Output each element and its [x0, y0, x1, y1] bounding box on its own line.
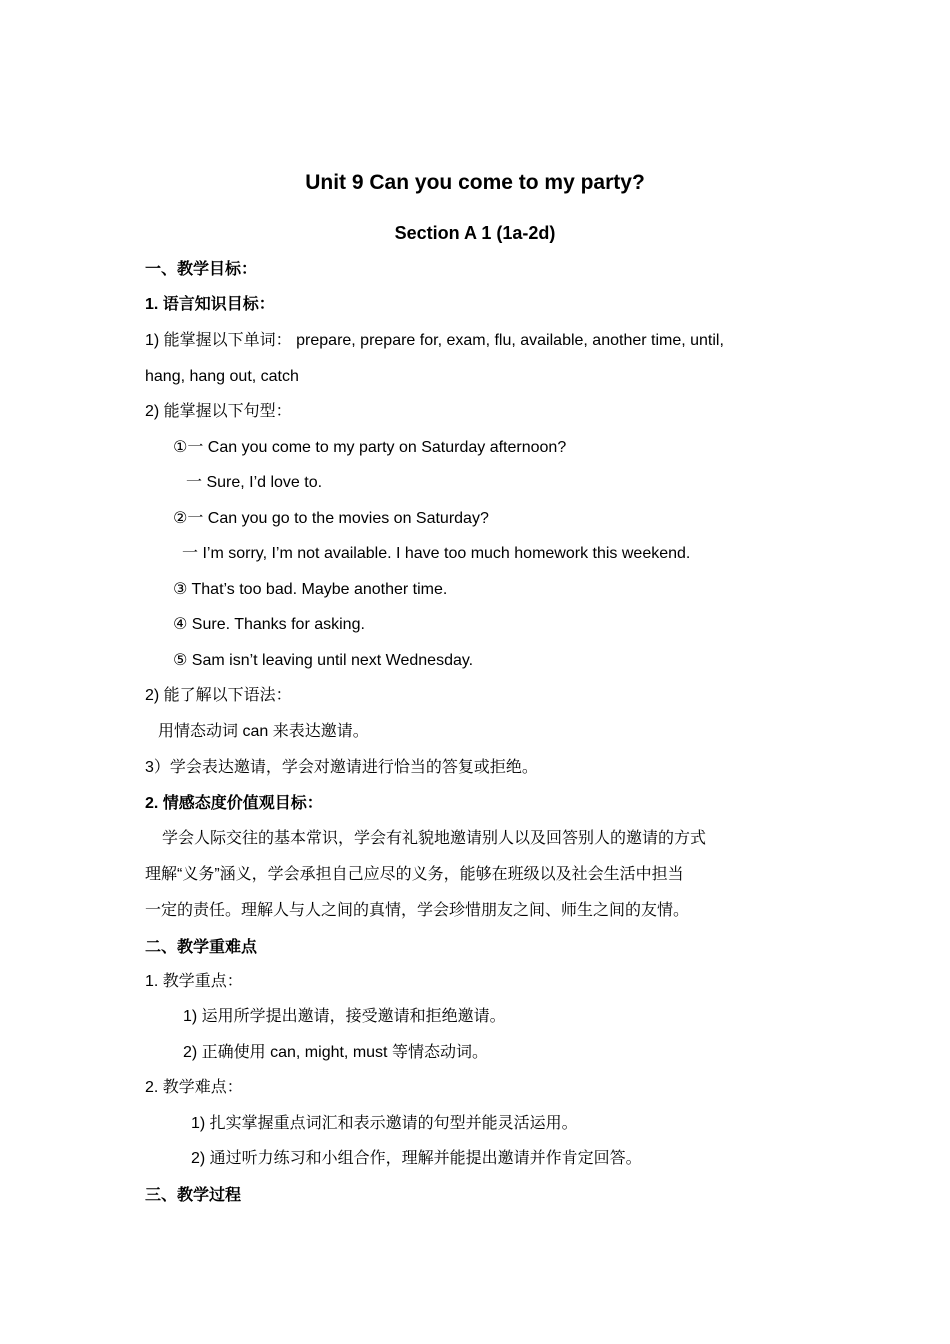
vocab-words-cont: hang, hang out, catch [145, 368, 299, 385]
vocab-words: prepare, prepare for, exam, flu, available, another time, until, [296, 332, 724, 349]
sentence-item: ①一 Can you come to my party on Saturday afternoon? [173, 439, 567, 456]
subheading-emotion-values: 2. 情感态度价值观目标： [145, 795, 323, 812]
grammar-label: 2) 能了解以下语法： [145, 687, 292, 704]
sentence-item: ⑤ Sam isn’t leaving until next Wednesday. [173, 652, 474, 669]
difficult-point-item: 1) 扎实掌握重点词汇和表示邀请的句型并能灵活运用。 [191, 1115, 578, 1132]
vocab-line [145, 330, 724, 352]
page-subtitle: Section A 1 (1a-2d) [394, 223, 556, 243]
key-points-label: 1. 教学重点： [145, 973, 243, 990]
sentence-item: 一 I’m sorry, I’m not available. I have too much homework this weekend. [182, 545, 691, 562]
emotion-paragraph-line: 一定的责任。理解人与人之间的真情，学会珍惜朋友之间、师生之间的友情。 [145, 902, 690, 919]
difficult-points-label: 2. 教学难点： [145, 1079, 243, 1096]
emotion-paragraph-line: 学会人际交往的基本常识，学会有礼貌地邀请别人以及回答别人的邀请的方式 [162, 830, 707, 847]
skill-text: 3）学会表达邀请，学会对邀请进行恰当的答复或拒绝。 [145, 759, 538, 776]
section-heading-process: 三、教学过程 [145, 1187, 242, 1204]
section-heading-key-difficult: 二、教学重难点 [145, 939, 258, 956]
sentence-item: ②一 Can you go to the movies on Saturday? [173, 510, 489, 527]
page-title: Unit 9 Can you come to my party? [305, 171, 645, 194]
difficult-point-item: 2) 通过听力练习和小组合作，理解并能提出邀请并作肯定回答。 [191, 1150, 642, 1167]
key-point-item: 1) 运用所学提出邀请，接受邀请和拒绝邀请。 [183, 1008, 506, 1025]
subheading-language-knowledge: 1. 语言知识目标： [145, 296, 275, 313]
grammar-text: 用情态动词 can 来表达邀请。 [158, 723, 369, 740]
vocab-label: 1) 能掌握以下单词： [145, 332, 292, 349]
sentence-label: 2) 能掌握以下句型： [145, 403, 292, 420]
sentence-item: ③ That’s too bad. Maybe another time. [173, 581, 448, 598]
sentence-item: 一 Sure, I’d love to. [186, 474, 323, 491]
emotion-paragraph-line: 理解“义务”涵义，学会承担自己应尽的义务，能够在班级以及社会生活中担当 [145, 866, 684, 883]
section-heading-objectives: 一、教学目标： [145, 261, 258, 278]
key-point-item: 2) 正确使用 can, might, must 等情态动词。 [183, 1044, 488, 1061]
sentence-item: ④ Sure. Thanks for asking. [173, 616, 365, 633]
